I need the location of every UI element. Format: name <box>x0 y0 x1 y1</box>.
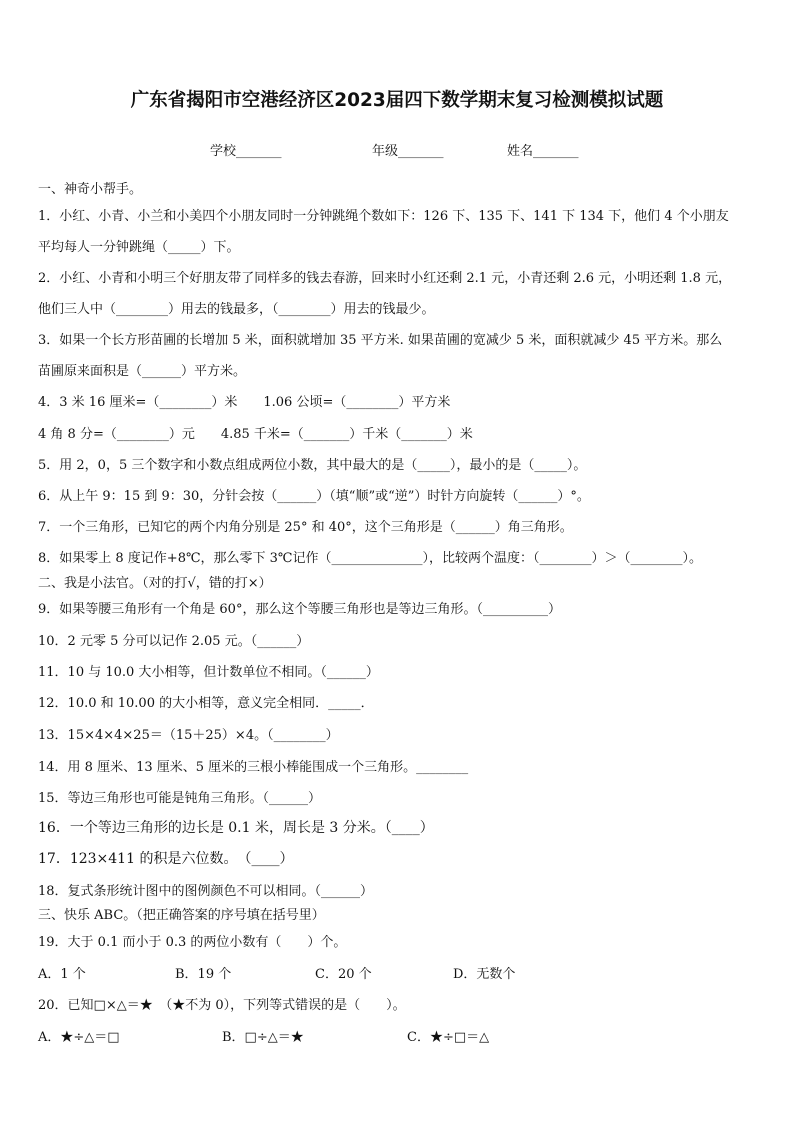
question-15: 15．等边三角形也可能是钝角三角形。（______） <box>38 791 322 806</box>
question-5: 5．用 2，0，5 三个数字和小数点组成两位小数，其中最大的是（_____），最小的是（_____）。 <box>38 458 587 473</box>
question-2-line-1: 2．小红、小青和小明三个好朋友带了同样多的钱去春游，回来时小红还剩 2.1 元，小青还剩 2.6 元，小明还剩 1.8 元， <box>38 271 732 286</box>
question-3-line-1: 3．如果一个长方形苗圃的长增加 5 米，面积就增加 35 平方米. 如果苗圃的宽减少 5 米，面积就减少 45 平方米。那么 <box>38 333 723 348</box>
question-14: 14．用 8 厘米、13 厘米、5 厘米的三根小棒能围成一个三角形。________ <box>38 760 469 775</box>
question-11: 11．10 与 10.0 大小相等，但计数单位不相同。（______） <box>38 665 379 680</box>
q19-option-c: C．20 个 <box>315 967 372 982</box>
question-1-line-1: 1．小红、小青、小兰和小美四个小朋友同时一分钟跳绳个数如下：126 下、135 下、141 下 134 下，他们 4 个小朋友 <box>38 209 729 224</box>
section-1-heading: 一、神奇小帮手。 <box>38 182 143 197</box>
question-7: 7．一个三角形，已知它的两个内角分别是 25° 和 40°，这个三角形是（______）角三角形。 <box>38 520 573 535</box>
grade-field[interactable]: 年级_______ <box>372 144 444 159</box>
question-8: 8．如果零上 8 度记作+8℃，那么零下 3℃记作（______________），比较两个温度：（________）＞（________）。 <box>38 551 702 566</box>
question-19: 19．大于 0.1 而小于 0.3 的两位小数有（ ）个。 <box>38 935 347 950</box>
q19-option-a: A．1 个 <box>38 967 86 982</box>
q19-option-b: B．19 个 <box>175 967 232 982</box>
q20-option-b: B．□÷△＝★ <box>222 1030 304 1045</box>
question-4-line-1: 4．3 米 16 厘米=（________）米 1.06 公顷=（________）平方米 <box>38 395 451 410</box>
section-2-heading: 二、我是小法官。（对的打√，错的打×） <box>38 576 272 591</box>
question-17: 17．123×411 的积是六位数。 （____） <box>38 851 294 867</box>
question-1-line-2: 平均每人一分钟跳绳（_____）下。 <box>38 240 240 255</box>
question-3-line-2: 苗圃原来面积是（______）平方米。 <box>38 364 247 379</box>
section-3-heading: 三、快乐 ABC。（把正确答案的序号填在括号里） <box>38 908 325 923</box>
question-2-line-2: 他们三人中（________）用去的钱最多，（________）用去的钱最少。 <box>38 302 435 317</box>
q19-option-d: D．无数个 <box>453 967 516 982</box>
page-title: 广东省揭阳市空港经济区2023届四下数学期末复习检测模拟试题 <box>130 90 664 111</box>
question-4-line-2: 4 角 8 分=（________）元 4.85 千米=（_______）千米（_______）米 <box>38 427 473 442</box>
question-10: 10．2 元零 5 分可以记作 2.05 元。（______） <box>38 634 310 649</box>
name-field[interactable]: 姓名_______ <box>507 144 579 159</box>
question-16: 16．一个等边三角形的边长是 0.1 米，周长是 3 分米。（____） <box>38 820 434 836</box>
question-6: 6．从上午 9：15 到 9：30，分针会按（______）（填“顺”或“逆”）时针方向旋转（______）°。 <box>38 489 590 504</box>
question-9: 9．如果等腰三角形有一个角是 60°，那么这个等腰三角形也是等边三角形。（__________） <box>38 602 561 617</box>
question-12: 12．10.0 和 10.00 的大小相等，意义完全相同．_____． <box>38 696 374 711</box>
question-13: 13．15×4×4×25＝（15＋25）×4。（________） <box>38 728 339 743</box>
q20-option-a: A．★÷△＝□ <box>38 1030 120 1045</box>
q20-option-c: C．★÷□＝△ <box>407 1030 490 1045</box>
question-20: 20．已知□×△＝★ （★不为 0），下列等式错误的是（ ）。 <box>38 998 406 1013</box>
school-field[interactable]: 学校_______ <box>210 144 282 159</box>
question-18: 18．复式条形统计图中的图例颜色不可以相同。（______） <box>38 884 374 899</box>
